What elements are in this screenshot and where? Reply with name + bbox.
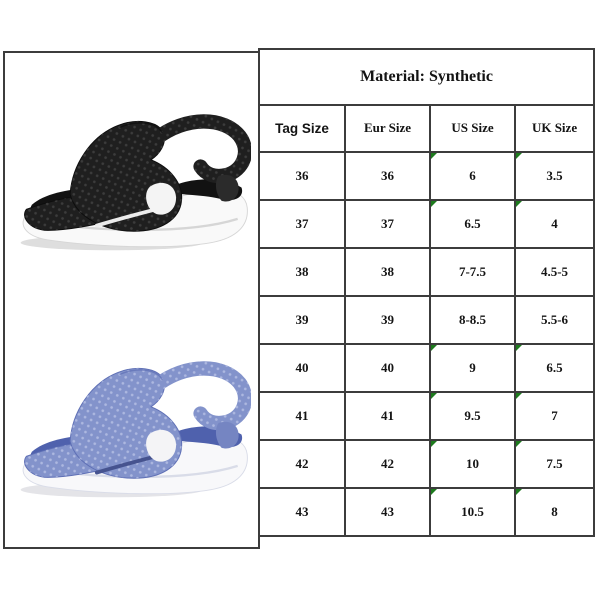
eur-size-cell: 43 bbox=[345, 488, 430, 536]
velcro-tab bbox=[215, 174, 238, 201]
size-row bbox=[259, 248, 594, 296]
us-size-value: 6 bbox=[469, 167, 476, 183]
heel-strap-texture bbox=[155, 121, 244, 176]
error-indicator-triangle bbox=[516, 345, 522, 351]
velcro-tab bbox=[215, 421, 238, 448]
uk-size-cell bbox=[515, 152, 594, 200]
column-header-tag-size: Tag Size bbox=[259, 105, 345, 152]
us-size-cell bbox=[430, 392, 515, 440]
product-photo-black-sandal bbox=[5, 53, 258, 300]
size-chart-sheet bbox=[3, 48, 595, 546]
error-indicator-triangle bbox=[431, 345, 437, 351]
heel-strap-texture bbox=[155, 368, 244, 423]
error-indicator-triangle bbox=[431, 489, 437, 495]
product-photo-blue-sandal bbox=[5, 300, 258, 547]
uk-size-value: 8 bbox=[551, 503, 558, 519]
error-indicator-triangle bbox=[516, 393, 522, 399]
eur-size-cell: 36 bbox=[345, 152, 430, 200]
size-row bbox=[259, 296, 594, 344]
tag-size-cell: 42 bbox=[259, 440, 345, 488]
size-row bbox=[259, 152, 594, 200]
uk-size-cell bbox=[515, 344, 594, 392]
error-indicator-triangle bbox=[516, 201, 522, 207]
us-size-cell bbox=[430, 296, 515, 344]
error-indicator-triangle bbox=[431, 201, 437, 207]
column-header-eur-size: Eur Size bbox=[345, 105, 430, 152]
eur-size-cell: 40 bbox=[345, 344, 430, 392]
uk-size-value: 7.5 bbox=[546, 455, 563, 471]
us-size-value: 9.5 bbox=[464, 407, 481, 423]
us-size-cell bbox=[430, 200, 515, 248]
column-header-row bbox=[259, 105, 594, 152]
error-indicator-triangle bbox=[516, 489, 522, 495]
us-size-cell bbox=[430, 248, 515, 296]
tag-size-cell: 43 bbox=[259, 488, 345, 536]
us-size-cell bbox=[430, 344, 515, 392]
material-header: Material: Synthetic bbox=[259, 49, 594, 105]
uk-size-cell bbox=[515, 488, 594, 536]
tag-size-cell: 38 bbox=[259, 248, 345, 296]
us-size-cell bbox=[430, 440, 515, 488]
eur-size-cell: 39 bbox=[345, 296, 430, 344]
size-chart-table bbox=[258, 48, 595, 537]
uk-size-value: 5.5-6 bbox=[540, 311, 569, 327]
error-indicator-triangle bbox=[431, 441, 437, 447]
error-indicator-triangle bbox=[516, 153, 522, 159]
size-row bbox=[259, 488, 594, 536]
uk-size-cell bbox=[515, 296, 594, 344]
column-header-us-size: US Size bbox=[430, 105, 515, 152]
error-indicator-triangle bbox=[431, 153, 437, 159]
uk-size-cell bbox=[515, 440, 594, 488]
tag-size-cell: 37 bbox=[259, 200, 345, 248]
black-sandal-illustration bbox=[13, 96, 251, 258]
uk-size-value: 6.5 bbox=[546, 359, 563, 375]
us-size-cell bbox=[430, 488, 515, 536]
uk-size-value: 7 bbox=[551, 407, 558, 423]
blue-sandal-illustration bbox=[13, 343, 251, 505]
size-row bbox=[259, 200, 594, 248]
tag-size-cell: 41 bbox=[259, 392, 345, 440]
size-row bbox=[259, 440, 594, 488]
tag-size-cell: 36 bbox=[259, 152, 345, 200]
uk-size-cell bbox=[515, 392, 594, 440]
us-size-value: 9 bbox=[469, 359, 476, 375]
material-row bbox=[259, 49, 594, 105]
us-size-value: 7-7.5 bbox=[458, 263, 487, 279]
size-row bbox=[259, 392, 594, 440]
eur-size-cell: 37 bbox=[345, 200, 430, 248]
us-size-cell bbox=[430, 152, 515, 200]
eur-size-cell: 42 bbox=[345, 440, 430, 488]
uk-size-cell bbox=[515, 248, 594, 296]
uk-size-value: 4.5-5 bbox=[540, 263, 569, 279]
us-size-value: 8-8.5 bbox=[458, 311, 487, 327]
us-size-value: 10 bbox=[466, 455, 479, 471]
us-size-value: 10.5 bbox=[461, 503, 484, 519]
error-indicator-triangle bbox=[431, 393, 437, 399]
tag-size-cell: 40 bbox=[259, 344, 345, 392]
eur-size-cell: 41 bbox=[345, 392, 430, 440]
uk-size-cell bbox=[515, 200, 594, 248]
error-indicator-triangle bbox=[516, 441, 522, 447]
product-image-panel bbox=[3, 51, 260, 549]
size-row bbox=[259, 344, 594, 392]
column-header-uk-size: UK Size bbox=[515, 105, 594, 152]
tag-size-cell: 39 bbox=[259, 296, 345, 344]
eur-size-cell: 38 bbox=[345, 248, 430, 296]
uk-size-value: 4 bbox=[551, 215, 558, 231]
uk-size-value: 3.5 bbox=[546, 167, 563, 183]
us-size-value: 6.5 bbox=[464, 215, 481, 231]
